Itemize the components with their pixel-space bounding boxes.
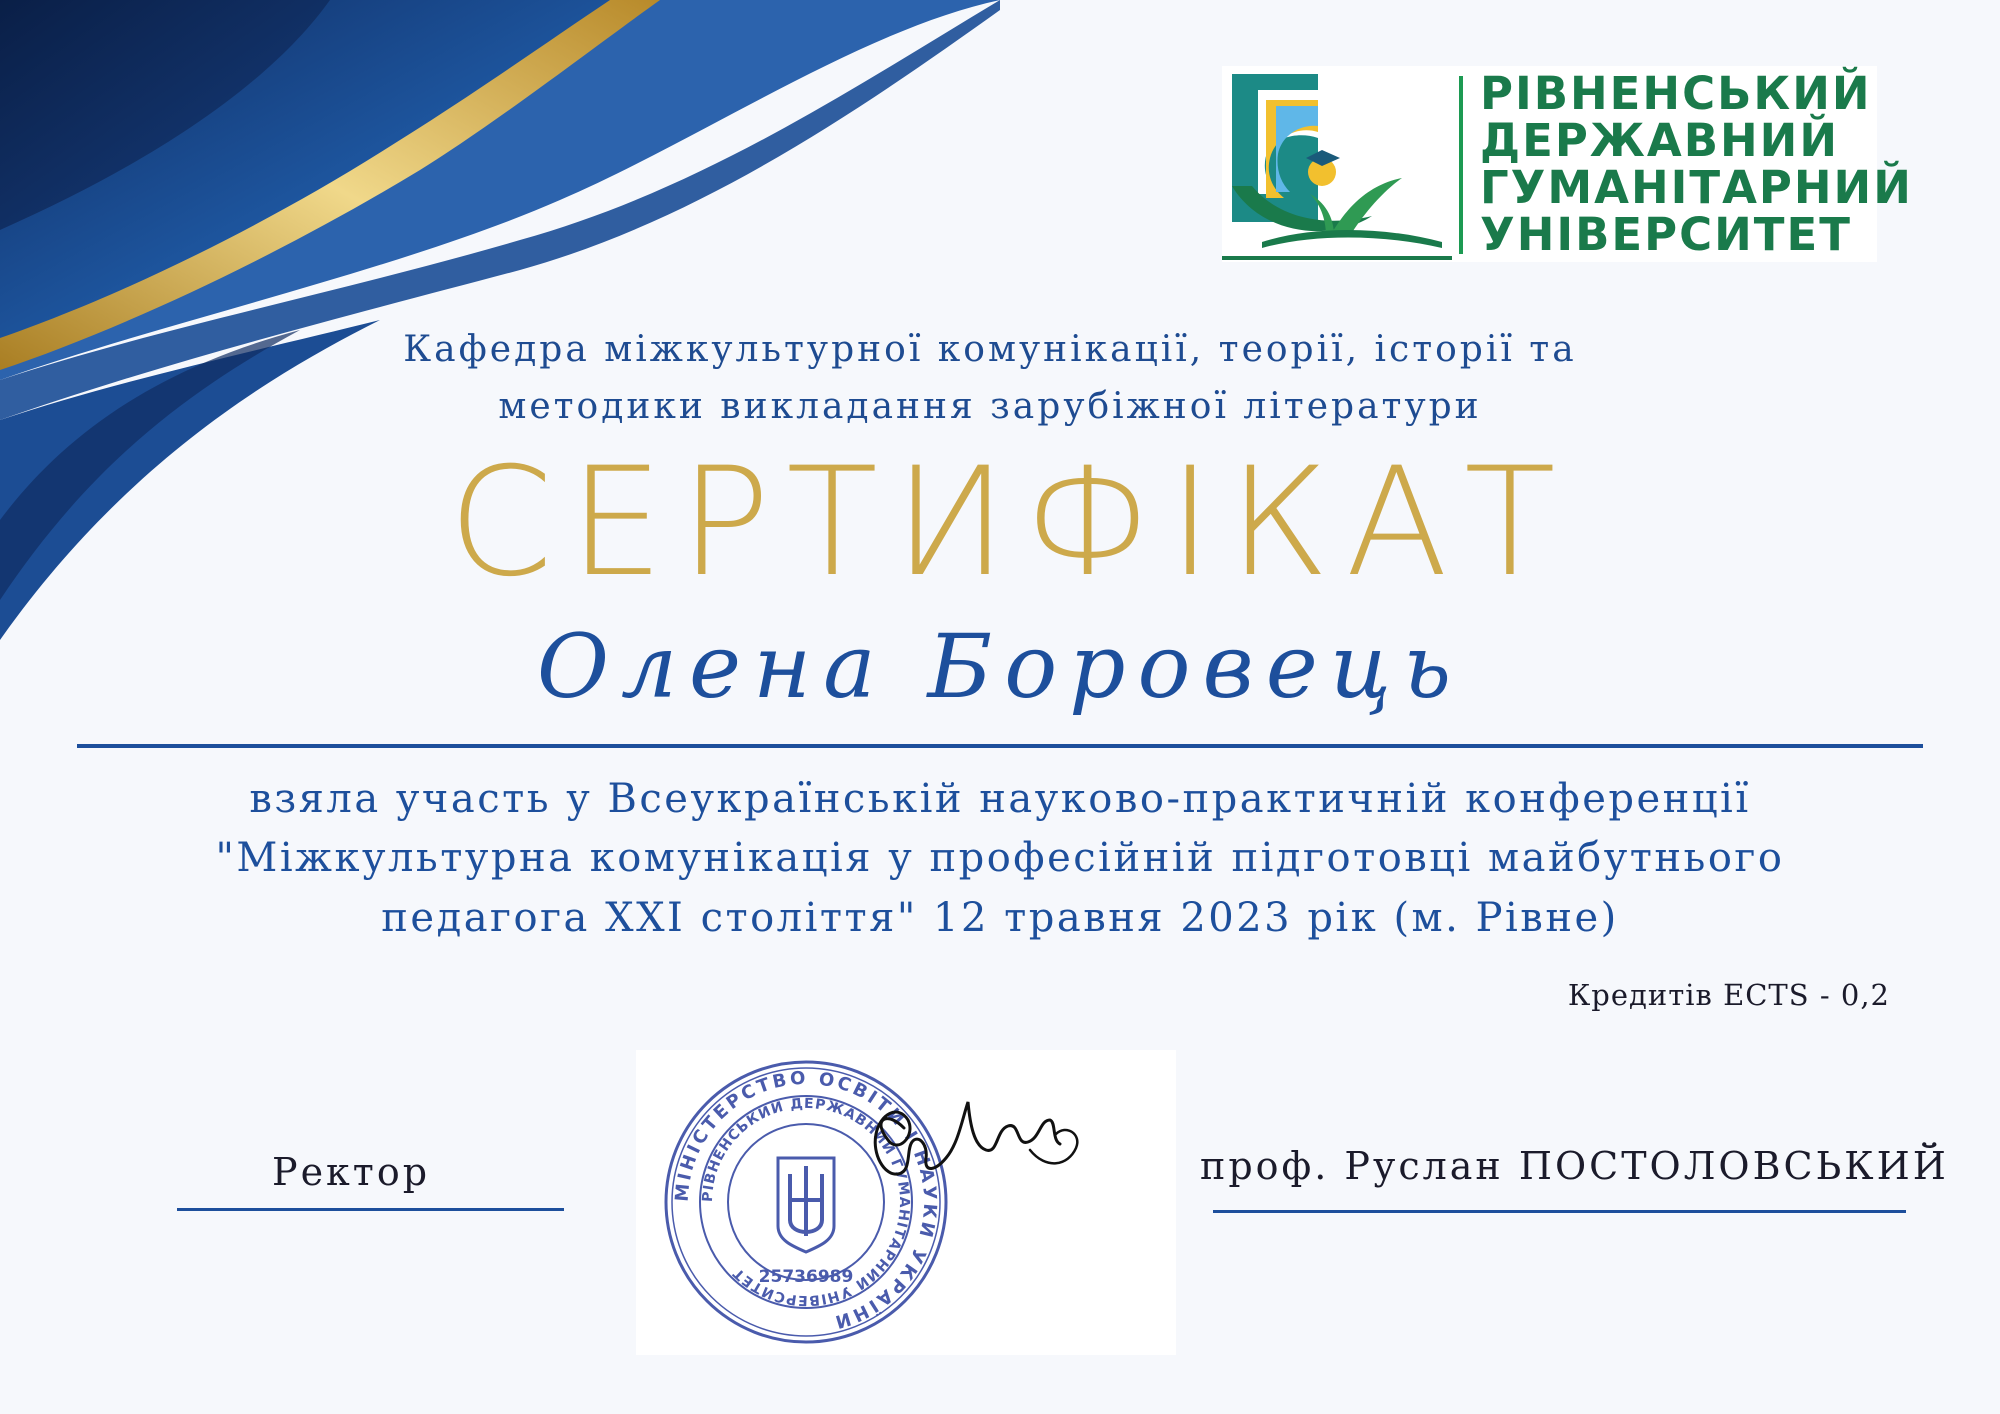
- university-name-line: РІВНЕНСЬКИЙ: [1480, 67, 1872, 120]
- signature-line-right: [1213, 1210, 1906, 1213]
- stamp-outer-text: МІНІСТЕРСТВО ОСВІТИ І НАУКИ УКРАЇНИ: [671, 1067, 941, 1333]
- university-name-line: ДЕРЖАВНИЙ: [1480, 114, 1839, 167]
- signer-name: проф. Руслан ПОСТОЛОВСЬКИЙ: [1200, 1144, 1949, 1188]
- certificate-title: СЕРТИФІКАТ: [448, 436, 1572, 610]
- university-logo: [1222, 66, 1913, 262]
- university-name-line: ГУМАНІТАРНИЙ: [1480, 161, 1913, 214]
- department-line-2: методики викладання зарубіжної літератури: [498, 386, 1482, 427]
- university-name: [1480, 67, 1913, 261]
- logo-divider: [1459, 76, 1463, 254]
- official-stamp: [636, 1050, 1176, 1355]
- department-line-1: Кафедра міжкультурної комунікації, теорії, історії та: [403, 329, 1577, 370]
- university-emblem-icon: [1222, 66, 1452, 262]
- stamp-and-signature: [636, 1050, 1176, 1355]
- signature-line-left: [177, 1208, 564, 1211]
- body-line-2: "Міжкультурна комунікація у професійній підготовці майбутнього: [215, 835, 1785, 881]
- ects-credits: Кредитів ECTS - 0,2: [1567, 978, 1890, 1012]
- body-line-3: педагога XXI століття" 12 травня 2023 рік (м. Рівне): [381, 895, 1619, 941]
- name-underline: [77, 744, 1923, 748]
- stamp-code: 25736989: [758, 1267, 854, 1287]
- stamp-inner-text: РІВНЕНСЬКИЙ ДЕРЖАВНИЙ ГУМАНІТАРНИЙ УНІВЕРСИТЕТ: [699, 1095, 913, 1309]
- trident-coat-of-arms-icon: [778, 1158, 834, 1252]
- recipient-name: Олена Боровець: [536, 615, 1464, 718]
- signature-role: Ректор: [272, 1150, 431, 1194]
- university-name-line: УНІВЕРСИТЕТ: [1480, 208, 1852, 261]
- body-line-1: взяла участь у Всеукраїнській науково-практичній конференції: [249, 776, 1751, 822]
